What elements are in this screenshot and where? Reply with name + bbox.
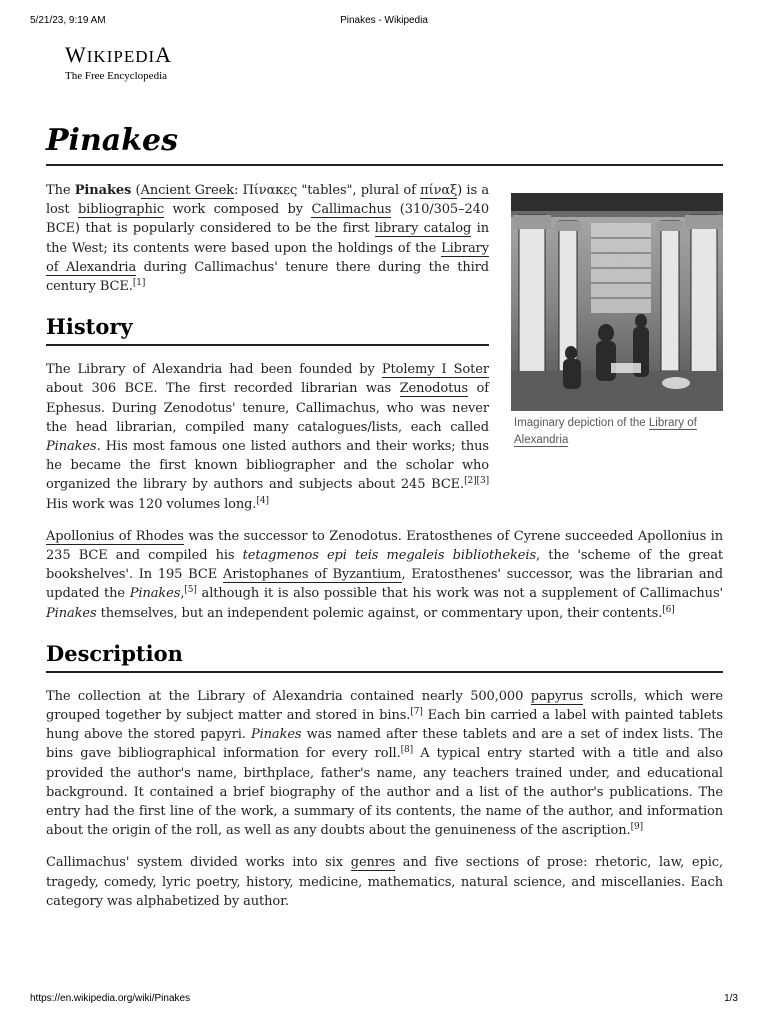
history-paragraph-1: The Library of Alexandria had been founded by Ptolemy I Soter about 306 BCE. The first recorded librarian was Zenodotus of Ephesus. During Zenodotus' tenure, Callimachus, who was never the head librarian, compiled many catalogues/lists, each called Pinakes. His most famous one listed authors and their works; thus he became the first known bibliographer and the scholar who organized the library by authors and subjects about 245 BCE.[2][3] His work was 120 volumes long.[4]	[46, 362, 489, 512]
description-paragraph-2: Callimachus' system divided works into six genres and five sections of prose: rhetoric, law, epic, tragedy, comedy, lyric poetry, history, medicine, mathematics, natural science, and miscellanies. Each category was alphabetized by author.	[46, 855, 723, 909]
link-zenodotus[interactable]: Zenodotus	[399, 381, 469, 397]
print-page-number: 1/3	[724, 993, 738, 1004]
citation-1[interactable]: [1]	[132, 278, 146, 289]
caption-link-library-of-alexandria[interactable]: Library of Alexandria	[514, 417, 697, 446]
print-url: https://en.wikipedia.org/wiki/Pinakes	[30, 993, 191, 1004]
history-paragraph-2: Apollonius of Rhodes was the successor to Zenodotus. Eratosthenes of Cyrene succeeded Apollonius in 235 BCE and compiled his tetagmenos epi teis megaleis bibliothekeis, the 'scheme of the great bookshelves'. In 195 BCE Aristophanes of Byzantium, Eratosthenes' successor, was the librarian and updated the Pinakes,[5] although it is also possible that his work was not a supplement of Callimachus' Pinakes themselves, but an independent polemic against, or commentary upon, their contents.[6]	[46, 528, 723, 621]
link-library-catalog[interactable]: library catalog	[374, 221, 472, 237]
link-papyrus[interactable]: papyrus	[530, 688, 584, 704]
link-ancient-greek[interactable]: Ancient Greek	[140, 183, 234, 198]
citation-4[interactable]: [4]	[256, 495, 269, 506]
logo-tagline: The Free Encyclopedia	[65, 70, 168, 82]
citation-2[interactable]: [2]	[464, 476, 477, 487]
citation-3[interactable]: [3]	[476, 476, 489, 487]
article-content	[46, 120, 723, 911]
logo-wordmark: WIKIPEDIA	[65, 42, 173, 67]
link-aristophanes-of-byzantium[interactable]: Aristophanes of Byzantium	[222, 567, 402, 583]
intro-paragraph: The Pinakes (Ancient Greek: Πίνακες "tables", plural of πίναξ) is a lost bibliographic work composed by Callimachus (310/305–240 BCE) that is popularly considered to be the first library catalog in the West; its contents were based upon the holdings of the Library of Alexandria during Callimachus' tenure there during the third century BCE.[1]	[46, 183, 489, 295]
citation-5[interactable]: [5]	[184, 585, 197, 596]
print-page-title: Pinakes - Wikipedia	[340, 15, 428, 26]
link-library-of-alexandria[interactable]: Library of Alexandria	[46, 240, 489, 275]
print-datetime: 5/21/23, 9:19 AM	[30, 15, 106, 26]
page-title: Pinakes	[46, 120, 723, 166]
section-heading-history: History	[46, 312, 489, 346]
link-ptolemy-i-soter[interactable]: Ptolemy I Soter	[381, 362, 489, 378]
link-apollonius-of-rhodes[interactable]: Apollonius of Rhodes	[46, 528, 184, 544]
link-genres[interactable]: genres	[350, 855, 396, 871]
description-paragraph-1: The collection at the Library of Alexandria contained nearly 500,000 papyrus scrolls, which were grouped together by subject matter and stored in bins.[7] Each bin carried a label with painted tablets hung above the stored papyri. Pinakes was named after these tablets and are a set of index lists. The bins gave bibliographical information for every roll.[8] A typical entry started with a title and also provided the author's name, birthplace, father's name, any teachers trained under, and educational background. It contained a brief biography of the author and a list of the author's publications. The entry had the first line of the work, a summary of its contents, the name of the author, and information about the origin of the roll, as well as any doubts about the genuineness of the ascription.[9]	[46, 688, 724, 839]
link-callimachus[interactable]: Callimachus	[311, 202, 392, 218]
citation-7[interactable]: [7]	[410, 707, 423, 718]
link-bibliographic[interactable]: bibliographic	[77, 202, 165, 218]
section-heading-description: Description	[46, 639, 723, 673]
image-caption: Imaginary depiction of the Library of Alexandria	[514, 417, 697, 446]
citation-6[interactable]: [6]	[662, 604, 675, 615]
link-pinax[interactable]: πίναξ	[420, 183, 458, 198]
citation-9[interactable]: [9]	[630, 822, 644, 833]
citation-8[interactable]: [8]	[400, 745, 414, 756]
wikipedia-logo[interactable]	[65, 44, 172, 82]
